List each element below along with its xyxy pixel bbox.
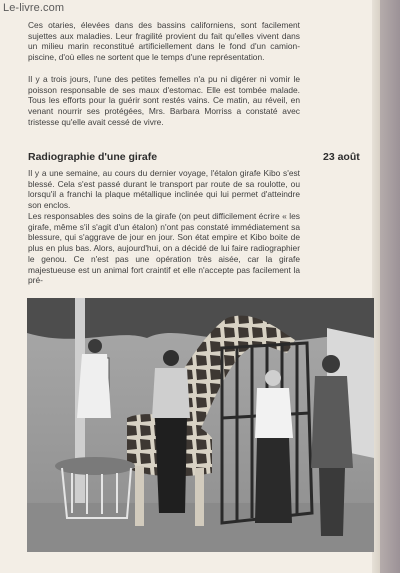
person-head-shape — [163, 350, 179, 366]
person-trousers-shape — [155, 418, 187, 513]
paragraph-kibo-blessure: Il y a une semaine, au cours du dernier voyage, l'étalon girafe Kibo s'est blessé. Cela s'est passé durant le transport par route de sa roulotte, ou lorsqu'il a franchi la plaque métallique inclinée qui lui permet d'atteindre son enclos. — [28, 168, 300, 211]
section-title: Radiographie d'une girafe — [28, 151, 158, 163]
person-trousers-shape — [319, 468, 345, 536]
paragraph-otaries: Ces otaries, élevées dans des bassins californiens, sont facilement sujettes aux maladies. Leur fragilité provient du fait qu'elles vivent dans un milieu marin reconstitué artificiellement dans le fond d'un camion-piscine, d'où elles ne sortent que le temps d'une représentation. — [28, 20, 300, 63]
person-coat-shape — [77, 354, 111, 418]
section-date: 23 août — [323, 151, 360, 163]
person-shirt-shape — [152, 368, 190, 418]
table-top-shape — [55, 457, 135, 475]
person-head-shape — [265, 370, 281, 386]
giraffe-leg-shape — [195, 468, 204, 526]
person-coat-shape — [311, 376, 353, 468]
person-head-shape — [88, 339, 102, 353]
photo-illustration — [27, 298, 374, 552]
giraffe-xray-photo — [27, 298, 374, 552]
watermark: Le-livre.com — [3, 2, 65, 14]
person-head-shape — [322, 355, 340, 373]
giraffe-leg-shape — [135, 466, 144, 526]
paragraph-femelle: Il y a trois jours, l'une des petites femelles n'a pu ni digérer ni vomir le poisson responsable de ses maux d'estomac. Elle est tombée malade. Tous les efforts pour la guérir sont restés vains. Ce matin, au réveil, en venant nourrir ses protégées, Mrs. Barbara Morriss a constaté avec tristesse qu'elle avait cessé de vivre. — [28, 74, 300, 127]
adjacent-page-edge — [380, 0, 400, 573]
person-trousers-shape — [255, 438, 292, 523]
paragraph-radiographie: Les responsables des soins de la girafe (on peut difficilement écrire « les girafe, même s'il s'agit d'un étalon) n'ont pas constaté immédiatement sa blessure, qui s'aggrave de jour en jour. Son état empire et Kibo boite de plus en plus bas. Alors, aujourd'hui, on a décidé de lui faire radiographier le genou. Ce n'est pas une opération très aisée, car la girafe majestueuse est un animal fort craintif et elle n'accepte pas facilement la pré- — [28, 211, 300, 286]
person-shirt-shape — [255, 388, 293, 438]
